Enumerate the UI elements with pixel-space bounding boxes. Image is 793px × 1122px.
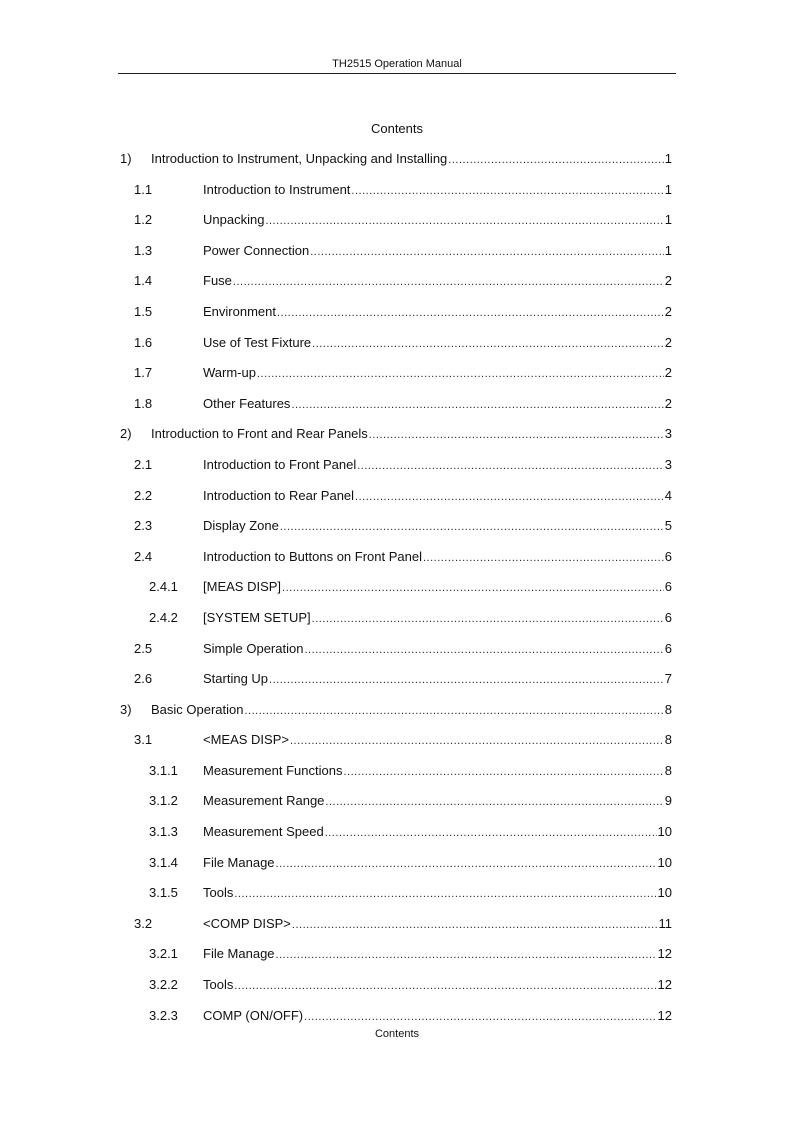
toc-entry-title: [SYSTEM SETUP]: [203, 609, 311, 625]
toc-entry-number: 2.2: [134, 487, 153, 503]
toc-entry-number: 1.6: [134, 334, 153, 350]
toc-dot-leader: [312, 336, 664, 352]
toc-dot-leader: [357, 458, 664, 474]
toc-entry-title: <MEAS DISP>: [203, 732, 289, 748]
toc-entry-number: 3.1.4: [149, 854, 178, 870]
toc-entry-page: 6: [664, 548, 672, 564]
toc-entry-page: 1: [664, 181, 672, 197]
toc-entry-number: 3.1.1: [149, 762, 178, 778]
toc-entry-page: 4: [664, 487, 672, 503]
toc-entry[interactable]: [118, 182, 672, 213]
toc-entry[interactable]: [118, 977, 672, 1008]
toc-entry-page: 6: [664, 579, 672, 595]
toc-entry-number: 3.2.2: [149, 977, 178, 993]
toc-dot-leader: [423, 550, 664, 566]
toc-entry-number: 2.4: [134, 548, 153, 564]
toc-entry-title: File Manage: [203, 854, 275, 870]
toc-entry-number: 2.4.1: [149, 579, 178, 595]
toc-entry-number: 1.3: [134, 242, 153, 258]
toc-dot-leader: [355, 489, 664, 505]
toc-dot-leader: [245, 703, 664, 719]
toc-entry[interactable]: [118, 212, 672, 243]
page-footer: Contents: [374, 1028, 420, 1040]
toc-entry-page: 12: [657, 946, 672, 962]
toc-dot-leader: [280, 519, 664, 535]
toc-entry-title: Introduction to Instrument, Unpacking and Installing: [151, 151, 448, 166]
toc-entry-title: COMP (ON/OFF): [203, 1007, 304, 1023]
toc-entry-title: Other Features: [203, 395, 291, 411]
toc-entry[interactable]: [118, 579, 672, 610]
table-of-contents: [118, 151, 672, 1038]
toc-entry-page: 1: [664, 151, 672, 166]
toc-entry[interactable]: [118, 396, 672, 427]
toc-entry[interactable]: [118, 518, 672, 549]
toc-entry[interactable]: [118, 793, 672, 824]
toc-entry-title: Starting Up: [203, 671, 269, 687]
toc-entry-page: 10: [657, 824, 672, 840]
toc-dot-leader: [276, 856, 657, 872]
toc-entry-page: 12: [657, 977, 672, 993]
toc-entry-page: 6: [664, 640, 672, 656]
toc-entry-number: 3.1: [134, 732, 153, 748]
toc-entry-title: Simple Operation: [203, 640, 304, 656]
toc-entry-title: Fuse: [203, 273, 232, 289]
toc-entry-title: Power Connection: [203, 242, 310, 258]
toc-dot-leader: [343, 764, 663, 780]
toc-entry-title: Warm-up: [203, 365, 256, 381]
toc-entry-number: 2.6: [134, 671, 153, 687]
toc-entry-page: 6: [664, 609, 672, 625]
toc-entry-page: 1: [664, 242, 672, 258]
toc-dot-leader: [257, 366, 664, 382]
toc-entry-page: 8: [664, 701, 672, 717]
toc-dot-leader: [312, 611, 664, 627]
toc-entry[interactable]: [118, 243, 672, 274]
toc-entry-title: Introduction to Rear Panel: [203, 487, 355, 503]
toc-entry[interactable]: [118, 855, 672, 886]
toc-dot-leader: [351, 183, 663, 199]
toc-entry-title: Tools: [203, 977, 234, 993]
toc-entry-number: 3.1.3: [149, 824, 178, 840]
toc-entry-page: 10: [657, 885, 672, 901]
toc-entry-number: 1.7: [134, 365, 153, 381]
toc-entry-number: 1.1: [134, 181, 153, 197]
toc-entry[interactable]: [118, 365, 672, 396]
toc-entry-title: [MEAS DISP]: [203, 579, 282, 595]
toc-entry[interactable]: [118, 457, 672, 488]
toc-entry-title: File Manage: [203, 946, 275, 962]
toc-entry[interactable]: [118, 824, 672, 855]
toc-entry[interactable]: [118, 671, 672, 702]
toc-entry-title: Introduction to Buttons on Front Panel: [203, 548, 422, 564]
toc-dot-leader: [282, 580, 664, 596]
toc-entry-page: 5: [664, 518, 672, 534]
toc-entry-number: 2): [120, 426, 132, 442]
toc-dot-leader: [233, 274, 664, 290]
toc-entry[interactable]: [118, 916, 672, 947]
toc-entry-page: 7: [664, 671, 672, 687]
toc-entry-page: 10: [657, 854, 672, 870]
toc-entry-title: Display Zone: [203, 518, 279, 534]
toc-entry-title: Use of Test Fixture: [203, 334, 312, 350]
page-header: TH2515 Operation Manual: [332, 58, 462, 70]
toc-dot-leader: [369, 427, 664, 443]
toc-entry-number: 1.4: [134, 273, 153, 289]
toc-entry-number: 3.2: [134, 915, 153, 931]
toc-entry[interactable]: [118, 946, 672, 977]
toc-entry-page: 2: [664, 395, 672, 411]
toc-dot-leader: [448, 152, 663, 168]
toc-entry-title: Environment: [203, 303, 276, 319]
toc-entry-number: 3.2.1: [149, 946, 178, 962]
toc-entry-title: Measurement Speed: [203, 824, 324, 840]
toc-entry-page: 3: [664, 456, 672, 472]
toc-entry[interactable]: [118, 732, 672, 763]
toc-entry[interactable]: [118, 304, 672, 335]
toc-dot-leader: [325, 794, 663, 810]
toc-entry-page: 2: [664, 303, 672, 319]
toc-entry-page: 2: [664, 273, 672, 289]
toc-entry[interactable]: [118, 763, 672, 794]
toc-entry[interactable]: [118, 702, 672, 733]
toc-dot-leader: [265, 213, 663, 229]
toc-entry-title: <COMP DISP>: [203, 915, 291, 931]
toc-dot-leader: [310, 244, 664, 260]
toc-dot-leader: [234, 978, 656, 994]
toc-entry-page: 9: [664, 793, 672, 809]
toc-entry-number: 3): [120, 701, 132, 717]
toc-dot-leader: [276, 947, 657, 963]
toc-entry[interactable]: [118, 549, 672, 580]
toc-entry-page: 1: [664, 212, 672, 228]
toc-entry-page: 12: [657, 1007, 672, 1023]
toc-entry-number: 3.1.5: [149, 885, 178, 901]
toc-dot-leader: [234, 886, 656, 902]
header-divider: [118, 73, 676, 74]
toc-entry-page: 2: [664, 334, 672, 350]
toc-entry[interactable]: [118, 641, 672, 672]
toc-entry-title: Measurement Range: [203, 793, 325, 809]
toc-entry-title: Introduction to Front and Rear Panels: [151, 426, 368, 442]
toc-entry-number: 1.2: [134, 212, 153, 228]
toc-entry-title: Introduction to Instrument: [203, 181, 351, 197]
toc-entry-title: Tools: [203, 885, 234, 901]
toc-dot-leader: [290, 733, 664, 749]
toc-entry-number: 1): [120, 151, 132, 166]
toc-entry-page: 3: [664, 426, 672, 442]
toc-entry-page: 8: [664, 732, 672, 748]
toc-entry-number: 2.5: [134, 640, 153, 656]
toc-entry[interactable]: [118, 610, 672, 641]
toc-entry-page: 2: [664, 365, 672, 381]
toc-entry-number: 2.3: [134, 518, 153, 534]
toc-dot-leader: [304, 1009, 656, 1025]
toc-entry-title: Introduction to Front Panel: [203, 456, 357, 472]
toc-entry-number: 3.1.2: [149, 793, 178, 809]
toc-entry[interactable]: [118, 488, 672, 519]
toc-entry[interactable]: [118, 151, 672, 182]
toc-dot-leader: [292, 917, 658, 933]
toc-entry[interactable]: [118, 426, 672, 457]
toc-entry-number: 2.1: [134, 456, 153, 472]
toc-dot-leader: [325, 825, 657, 841]
toc-dot-leader: [291, 397, 663, 413]
toc-entry[interactable]: [118, 335, 672, 366]
toc-entry-title: Measurement Functions: [203, 762, 343, 778]
toc-entry[interactable]: [118, 273, 672, 304]
toc-entry-number: 3.2.3: [149, 1007, 178, 1023]
toc-entry-title: Basic Operation: [151, 701, 244, 717]
toc-entry-number: 2.4.2: [149, 609, 178, 625]
toc-entry-page: 11: [658, 915, 672, 931]
toc-entry-page: 8: [664, 762, 672, 778]
toc-entry-number: 1.8: [134, 395, 153, 411]
toc-dot-leader: [269, 672, 664, 688]
toc-title: Contents: [370, 121, 424, 136]
toc-entry[interactable]: [118, 885, 672, 916]
toc-entry-title: Unpacking: [203, 212, 265, 228]
toc-dot-leader: [304, 642, 663, 658]
toc-dot-leader: [277, 305, 664, 321]
toc-entry-number: 1.5: [134, 303, 153, 319]
